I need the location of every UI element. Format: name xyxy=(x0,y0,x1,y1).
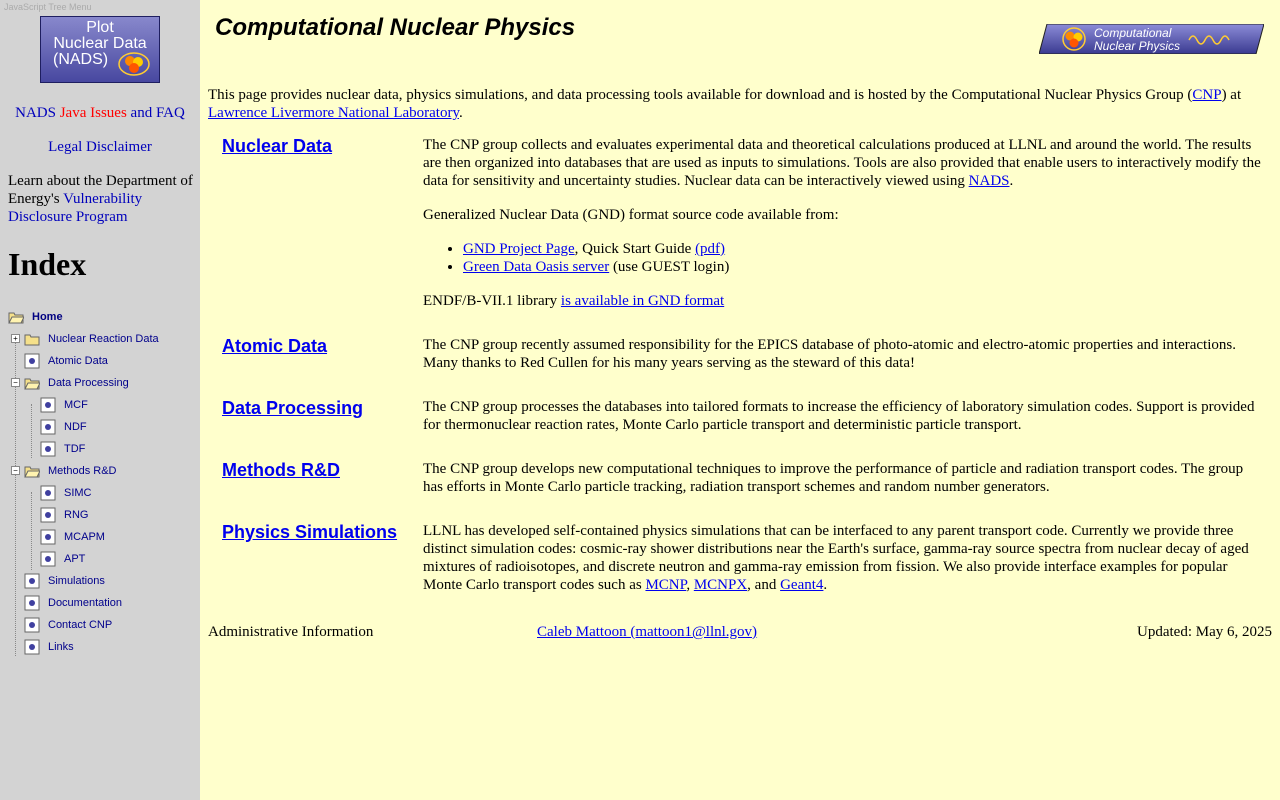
tree-label: RNG xyxy=(64,509,89,521)
tree-label: MCF xyxy=(64,399,88,411)
section-atomic-data xyxy=(222,336,1270,376)
list-item xyxy=(463,258,1263,276)
tree-item-rng[interactable] xyxy=(0,504,200,526)
cnp-link[interactable]: CNP xyxy=(1192,87,1222,103)
gnd-text: Generalized Nuclear Data (GND) format source code available from: xyxy=(423,207,839,223)
footer-updated-date: Updated: May 6, 2025 xyxy=(1137,624,1272,640)
document-icon xyxy=(40,419,56,435)
cnp-logo-line2: Nuclear Physics xyxy=(1094,39,1181,53)
footer-contact-link[interactable]: Caleb Mattoon (mattoon1@llnl.gov) xyxy=(537,624,758,640)
tree-label: APT xyxy=(64,553,86,565)
tree-label: MCAPM xyxy=(64,531,105,543)
tree-item-home[interactable] xyxy=(0,306,200,328)
physics-simulations-heading-link[interactable]: Physics Simulations xyxy=(222,522,398,542)
tree-item-links[interactable] xyxy=(0,636,200,658)
atomic-data-body: The CNP group recently assumed responsibility for the EPICS database of photo-atomic and electro-atomic properties and interactions. Many thanks to Red Cullen for his many years serving as the steward of this data! xyxy=(423,337,1236,371)
index-title: Index xyxy=(8,246,87,282)
tree-item-simulations[interactable] xyxy=(0,570,200,592)
tree-label: Nuclear Reaction Data xyxy=(48,333,159,345)
document-icon xyxy=(40,551,56,567)
section-data-processing xyxy=(222,398,1270,438)
section-physics-simulations xyxy=(222,522,1270,598)
document-icon xyxy=(24,617,40,633)
endf-line xyxy=(423,292,1263,310)
tree-label: Atomic Data xyxy=(48,355,108,367)
faq-link[interactable]: and FAQ xyxy=(130,105,185,121)
folder-icon xyxy=(24,331,40,347)
tree-label: Links xyxy=(48,641,74,653)
intro-text: This page provides nuclear data, physics simulations, and data processing tools available for download and is hosted by the Computational Nuclear Physics Group ( xyxy=(208,87,1193,103)
tree-label: Simulations xyxy=(48,575,105,587)
open-folder-icon xyxy=(24,463,40,479)
nads-logo-line2: Nuclear Data xyxy=(53,35,147,52)
intro-paragraph xyxy=(208,86,1268,122)
tree-label: Documentation xyxy=(48,597,122,609)
vuln-prefix: Learn about the Department of Energy's xyxy=(8,173,193,207)
gnd-project-link[interactable]: GND Project Page xyxy=(463,241,575,257)
tree-item-simc[interactable] xyxy=(0,482,200,504)
nads-link[interactable]: NADS xyxy=(968,173,1010,189)
collapse-minus-icon[interactable]: − xyxy=(11,466,20,475)
document-icon xyxy=(40,507,56,523)
geant4-link[interactable]: Geant4 xyxy=(780,577,824,593)
sidebar xyxy=(0,0,200,800)
document-icon xyxy=(40,441,56,457)
page-title: Computational Nuclear Physics xyxy=(215,14,576,41)
tree-item-ndf[interactable] xyxy=(0,416,200,438)
tree-item-mcf[interactable] xyxy=(0,394,200,416)
nuclear-data-heading-link[interactable]: Nuclear Data xyxy=(222,136,333,156)
physics-simulations-text: LLNL has developed self-contained physics simulations that can be interfaced to any parent transport code. Currently we provide three distinct simulation codes: cosmic-ray shower distributions near the Earth's surface, gamma-ray source spectra from nuclear decay of aged mixtures of radioisotopes, and discrete neutron and gamma-ray emission from fission. We also provide interface examples for popular Monte Carlo transport codes such as xyxy=(423,523,1249,593)
vulnerability-notice xyxy=(8,172,196,226)
gnd-list xyxy=(423,240,1263,276)
nads-link[interactable]: NADS xyxy=(15,105,56,121)
mcnp-link[interactable]: MCNP xyxy=(645,577,687,593)
document-icon xyxy=(24,573,40,589)
java-issues-link[interactable]: Java Issues xyxy=(59,105,127,121)
tree-item-atomic-data[interactable] xyxy=(0,350,200,372)
cnp-logo-line1: Computational xyxy=(1094,26,1172,40)
document-icon xyxy=(24,353,40,369)
green-data-oasis-link[interactable]: Green Data Oasis server xyxy=(463,259,610,275)
atomic-data-heading-link[interactable]: Atomic Data xyxy=(222,336,328,356)
nuclear-data-text xyxy=(423,136,1263,190)
section-methods-rd xyxy=(222,460,1270,500)
period: . xyxy=(823,577,828,593)
tree-item-documentation[interactable] xyxy=(0,592,200,614)
document-icon xyxy=(40,529,56,545)
mcnpx-link[interactable]: MCNPX xyxy=(693,577,748,593)
tree-label: Methods R&D xyxy=(48,465,117,477)
nuclear-data-body xyxy=(423,136,1263,310)
data-processing-heading-link[interactable]: Data Processing xyxy=(222,398,364,418)
and-text: , and xyxy=(747,577,777,593)
nads-logo-button[interactable] xyxy=(40,16,160,83)
tree-item-mcapm[interactable] xyxy=(0,526,200,548)
tree-label: TDF xyxy=(64,443,86,455)
document-icon xyxy=(40,485,56,501)
endf-text: ENDF/B-VII.1 library xyxy=(423,293,558,309)
main-content xyxy=(200,0,1280,800)
footer-admin-info: Administrative Information xyxy=(208,624,374,640)
nads-faq-line xyxy=(0,104,200,122)
methods-rd-heading-link[interactable]: Methods R&D xyxy=(222,460,340,480)
tree-label-home: Home xyxy=(32,311,63,323)
section-nuclear-data xyxy=(222,136,1270,316)
expand-plus-icon[interactable]: + xyxy=(11,334,20,343)
tree-item-contact-cnp[interactable] xyxy=(0,614,200,636)
quick-start-text: , Quick Start Guide xyxy=(574,241,692,257)
methods-rd-body: The CNP group develops new computational techniques to improve the performance of particle and radiation transport codes. The group has efforts in Monte Carlo particle tracking, radiation transport schemes and random number generators. xyxy=(423,461,1244,495)
intro-end: . xyxy=(459,105,463,121)
tree-item-apt[interactable] xyxy=(0,548,200,570)
data-processing-body: The CNP group processes the databases into tailored formats to increase the efficiency of laboratory simulation codes. Support is provided for thermonuclear reaction rates, Monte Carlo particle transport and deterministic particle transport. xyxy=(423,399,1255,433)
guest-login-text: (use GUEST login) xyxy=(612,259,730,275)
document-icon xyxy=(24,639,40,655)
open-folder-icon xyxy=(8,309,24,325)
legal-disclaimer-link[interactable]: Legal Disclaimer xyxy=(48,139,152,155)
cnp-logo xyxy=(1039,24,1264,54)
document-icon xyxy=(24,595,40,611)
comma: , xyxy=(686,577,691,593)
tree-label: Contact CNP xyxy=(48,619,113,631)
document-icon xyxy=(40,397,56,413)
nuclear-data-description: The CNP group collects and evaluates experimental data and theoretical calculations produced at LLNL and around the world. The results are then organized into databases that are used as inputs to simulations. Tools are also provided that enable users to interactively modify the data for sensitivity and uncertainty studies. Nuclear data can be interactively viewed using xyxy=(423,137,1261,189)
tree-label: SIMC xyxy=(64,487,92,499)
endf-gnd-link[interactable]: is available in GND format xyxy=(560,293,725,309)
nads-logo-line1: Plot xyxy=(86,19,114,36)
tree-label: NDF xyxy=(64,421,87,433)
pdf-link[interactable]: (pdf) xyxy=(695,241,726,257)
nads-logo-line3: (NADS) xyxy=(53,51,109,68)
sidebar-note: JavaScript Tree Menu xyxy=(4,2,92,12)
intro-at: ) at xyxy=(1221,87,1242,103)
physics-simulations-body xyxy=(423,522,1263,594)
open-folder-icon xyxy=(24,375,40,391)
atom-icon xyxy=(117,50,151,78)
collapse-minus-icon[interactable]: − xyxy=(11,378,20,387)
period: . xyxy=(1009,173,1014,189)
list-item xyxy=(463,240,1263,258)
llnl-link[interactable]: Lawrence Livermore National Laboratory xyxy=(208,105,459,121)
tree-label: Data Processing xyxy=(48,377,129,389)
tree-item-tdf[interactable] xyxy=(0,438,200,460)
vulnerability-link[interactable]: Vulnerability Disclosure Program xyxy=(8,191,143,225)
tree-item-data-processing[interactable] xyxy=(0,372,200,394)
tree-item-methods-rd[interactable] xyxy=(0,460,200,482)
tree-item-nuclear-reaction-data[interactable] xyxy=(0,328,200,350)
